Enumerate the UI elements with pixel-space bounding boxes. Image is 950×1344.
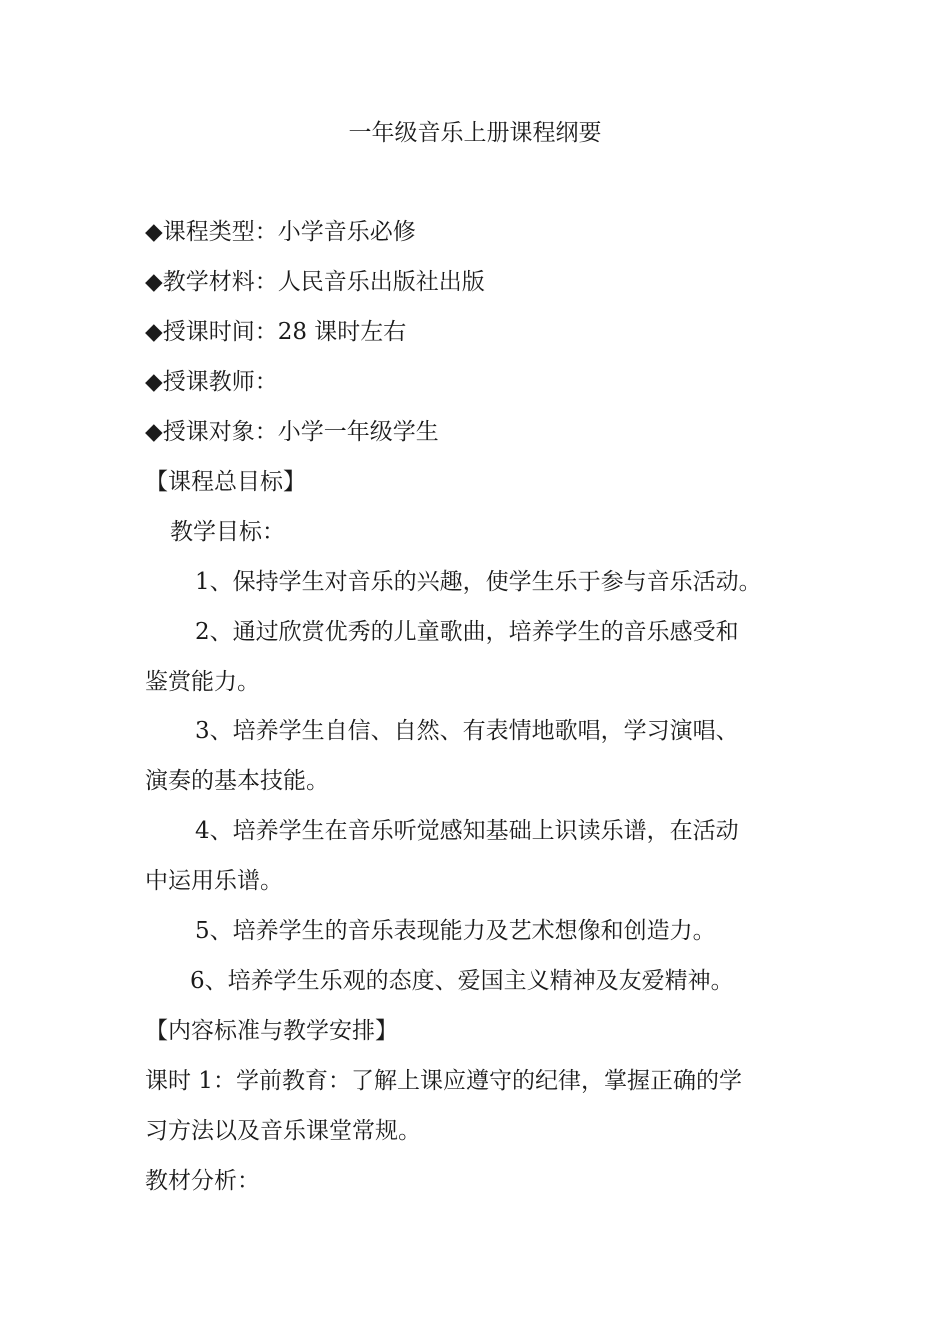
goal-item: 1、保持学生对音乐的兴趣，使学生乐于参与音乐活动。	[195, 569, 762, 595]
info-duration: ◆授课时间：28 课时左右	[145, 319, 407, 345]
goal-item-continuation: 鉴赏能力。	[145, 669, 260, 695]
goal-item-continuation: 演奏的基本技能。	[145, 768, 329, 794]
analysis-heading: 教材分析：	[145, 1168, 260, 1194]
info-materials: ◆教学材料：人民音乐出版社出版	[145, 269, 485, 295]
section-heading-goals: 【课程总目标】	[145, 469, 306, 495]
document-title: 一年级音乐上册课程纲要	[348, 120, 602, 146]
lesson1-line1: 课时 1：学前教育：了解上课应遵守的纪律，掌握正确的学	[145, 1068, 742, 1094]
info-audience: ◆授课对象：小学一年级学生	[145, 419, 439, 445]
goals-subheading: 教学目标：	[170, 519, 285, 545]
goal-item: 2、通过欣赏优秀的儿童歌曲，培养学生的音乐感受和	[195, 619, 739, 645]
goal-item: 5、培养学生的音乐表现能力及艺术想像和创造力。	[195, 918, 716, 944]
section-heading-content: 【内容标准与教学安排】	[145, 1018, 398, 1044]
info-teacher: ◆授课教师：	[145, 369, 278, 395]
lesson1-line2: 习方法以及音乐课堂常规。	[145, 1118, 421, 1144]
goal-item: 4、培养学生在音乐听觉感知基础上识读乐谱，在活动	[195, 818, 739, 844]
goal-item-continuation: 中运用乐谱。	[145, 868, 283, 894]
info-course-type: ◆课程类型：小学音乐必修	[145, 219, 416, 245]
goal-item: 6、培养学生乐观的态度、爱国主义精神及友爱精神。	[190, 968, 734, 994]
goal-item: 3、培养学生自信、自然、有表情地歌唱，学习演唱、	[195, 718, 739, 744]
